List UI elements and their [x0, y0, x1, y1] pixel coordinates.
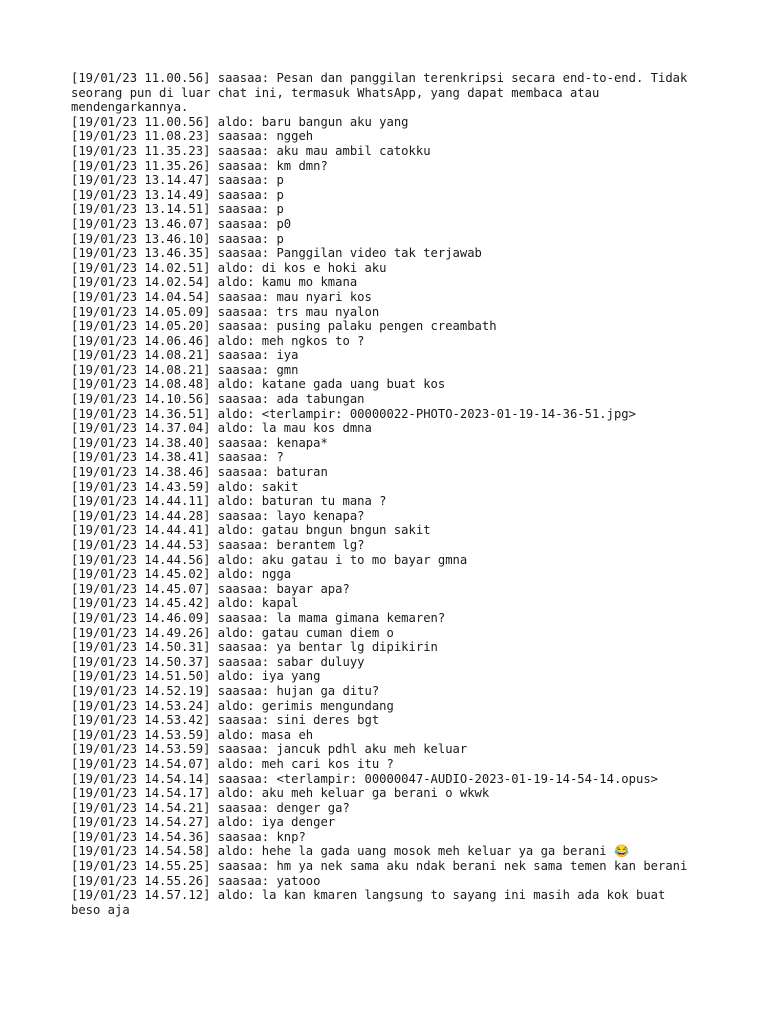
- transcript-line: [19/01/23 14.54.17] aldo: aku meh keluar ga berani o wkwk: [71, 786, 490, 801]
- transcript-line: [19/01/23 14.53.42] saasaa: sini deres bgt: [71, 713, 380, 728]
- transcript-line: [19/01/23 11.35.26] saasaa: km dmn?: [71, 158, 328, 173]
- transcript-line: [19/01/23 14.44.56] aldo: aku gatau i to mo bayar gmna: [71, 552, 468, 567]
- transcript-line: [19/01/23 14.45.02] aldo: ngga: [71, 567, 292, 582]
- transcript-line: [19/01/23 14.54.21] saasaa: denger ga?: [71, 800, 350, 815]
- transcript-line: [19/01/23 14.50.31] saasaa: ya bentar lg dipikirin: [71, 640, 438, 655]
- transcript-line: [19/01/23 14.54.36] saasaa: knp?: [71, 829, 306, 844]
- transcript-line: [19/01/23 14.53.59] aldo: masa eh: [71, 727, 314, 742]
- transcript-line: [19/01/23 14.08.21] saasaa: iya: [71, 348, 299, 363]
- transcript-line: [19/01/23 11.08.23] saasaa: nggeh: [71, 129, 314, 144]
- transcript-line: [19/01/23 14.44.41] aldo: gatau bngun bngun sakit: [71, 523, 431, 538]
- transcript-line: [19/01/23 14.44.11] aldo: baturan tu mana ?: [71, 494, 387, 509]
- transcript-line: [19/01/23 14.55.26] saasaa: yatooo: [71, 873, 321, 888]
- chat-transcript: [71, 71, 701, 917]
- transcript-line: [19/01/23 14.05.09] saasaa: trs mau nyalon: [71, 304, 380, 319]
- transcript-line: [19/01/23 14.10.56] saasaa: ada tabungan: [71, 392, 365, 407]
- transcript-line: [19/01/23 14.43.59] aldo: sakit: [71, 479, 299, 494]
- transcript-line: [19/01/23 13.46.35] saasaa: Panggilan video tak terjawab: [71, 246, 482, 261]
- transcript-line: [19/01/23 14.55.25] saasaa: hm ya nek sama aku ndak berani nek sama temen kan berani: [71, 859, 688, 874]
- transcript-line: [19/01/23 14.38.40] saasaa: kenapa*: [71, 435, 328, 450]
- transcript-line: [19/01/23 14.50.37] saasaa: sabar duluyy: [71, 654, 365, 669]
- transcript-line: [19/01/23 14.44.28] saasaa: layo kenapa?: [71, 508, 365, 523]
- transcript-line: [19/01/23 14.08.21] saasaa: gmn: [71, 362, 299, 377]
- transcript-line: [19/01/23 14.02.51] aldo: di kos e hoki aku: [71, 260, 387, 275]
- transcript-line: [19/01/23 13.14.51] saasaa: p: [71, 202, 284, 217]
- transcript-line: [19/01/23 14.54.58] aldo: hehe la gada uang mosok meh keluar ya ga berani 😂: [71, 844, 630, 859]
- transcript-line: [19/01/23 14.05.20] saasaa: pusing palaku pengen creambath: [71, 319, 497, 334]
- transcript-line: [19/01/23 14.52.19] saasaa: hujan ga ditu?: [71, 683, 380, 698]
- transcript-line: [19/01/23 14.06.46] aldo: meh ngkos to ?: [71, 333, 365, 348]
- transcript-line: [19/01/23 14.37.04] aldo: la mau kos dmna: [71, 421, 372, 436]
- transcript-line: [19/01/23 14.51.50] aldo: iya yang: [71, 669, 321, 684]
- transcript-line: [19/01/23 13.14.49] saasaa: p: [71, 187, 284, 202]
- transcript-line: [19/01/23 14.53.59] saasaa: jancuk pdhl aku meh keluar: [71, 742, 468, 757]
- transcript-line: [19/01/23 14.45.42] aldo: kapal: [71, 596, 299, 611]
- transcript-line: [19/01/23 14.46.09] saasaa: la mama gimana kemaren?: [71, 610, 446, 625]
- transcript-line: [19/01/23 14.38.46] saasaa: baturan: [71, 465, 328, 480]
- transcript-line: [19/01/23 14.54.07] aldo: meh cari kos itu ?: [71, 756, 394, 771]
- transcript-line: [19/01/23 14.54.14] saasaa: <terlampir: 00000047-AUDIO-2023-01-19-14-54-14.opus>: [71, 771, 658, 786]
- transcript-line: [19/01/23 13.46.10] saasaa: p: [71, 231, 284, 246]
- transcript-line: [19/01/23 14.08.48] aldo: katane gada uang buat kos: [71, 377, 446, 392]
- transcript-line: [19/01/23 14.04.54] saasaa: mau nyari kos: [71, 289, 372, 304]
- transcript-line: [19/01/23 13.46.07] saasaa: p0: [71, 216, 292, 231]
- transcript-line: [19/01/23 14.53.24] aldo: gerimis mengundang: [71, 698, 394, 713]
- transcript-line: [19/01/23 14.36.51] aldo: <terlampir: 00000022-PHOTO-2023-01-19-14-36-51.jpg>: [71, 406, 636, 421]
- transcript-line: [19/01/23 14.49.26] aldo: gatau cuman diem o: [71, 625, 394, 640]
- transcript-line: [19/01/23 11.35.23] saasaa: aku mau ambil catokku: [71, 143, 431, 158]
- transcript-line: [19/01/23 14.02.54] aldo: kamu mo kmana: [71, 275, 358, 290]
- transcript-line: [19/01/23 14.57.12] aldo: la kan kmaren langsung to sayang ini masih ada kok buat beso aja: [71, 888, 673, 917]
- transcript-line: [19/01/23 11.00.56] aldo: baru bangun aku yang: [71, 114, 409, 129]
- transcript-line: [19/01/23 13.14.47] saasaa: p: [71, 173, 284, 188]
- transcript-line: [19/01/23 11.00.56] saasaa: Pesan dan panggilan terenkripsi secara end-to-end. Tidak seorang pun di luar chat ini, termasuk WhatsApp, yang dapat membaca atau mendengarkannya.: [71, 71, 695, 115]
- transcript-line: [19/01/23 14.44.53] saasaa: berantem lg?: [71, 538, 365, 552]
- transcript-line: [19/01/23 14.45.07] saasaa: bayar apa?: [71, 581, 350, 596]
- transcript-line: [19/01/23 14.54.27] aldo: iya denger: [71, 815, 336, 830]
- transcript-line: [19/01/23 14.38.41] saasaa: ?: [71, 450, 284, 465]
